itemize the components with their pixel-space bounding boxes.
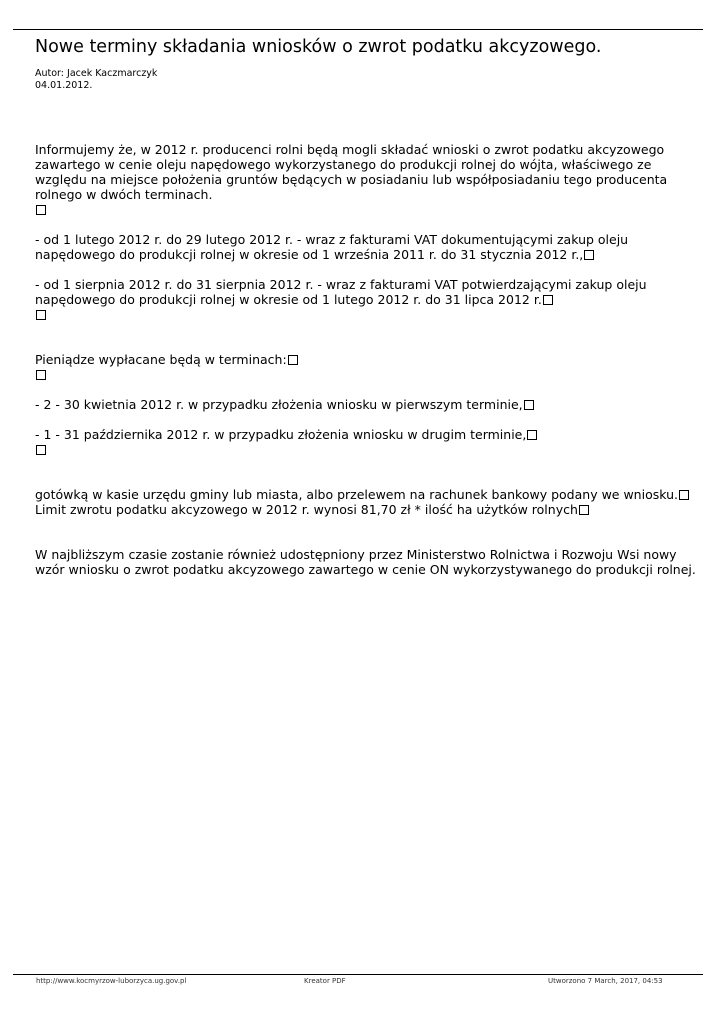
author-line: Autor: Jacek Kaczmarczyk (35, 68, 158, 79)
document-meta (35, 68, 157, 92)
intro-line-1: Informujemy że, w 2012 r. producenci rolni będą mogli składać wnioski o zwrot podatku akcyzowego (35, 142, 665, 157)
intro-line-2: zawartego w cenie oleju napędowego wykorzystanego do produkcji rolnej do wójta, właściwego ze (35, 157, 652, 172)
intro-line-4: rolnego w dwóch terminach. (35, 187, 213, 202)
article-body (35, 142, 700, 577)
missing-glyph-icon (579, 505, 589, 515)
document-title: Nowe terminy składania wniosków o zwrot podatku akcyzowego. (35, 37, 602, 57)
payout-intro: Pieniądze wypłacane będą w terminach: (35, 352, 700, 367)
missing-glyph-icon (543, 295, 553, 305)
intro-line-3: względu na miejsce położenia gruntów będących w posiadaniu lub współposiadaniu tego producenta (35, 172, 668, 187)
term2-line-1: - od 1 sierpnia 2012 r. do 31 sierpnia 2012 r. - wraz z fakturami VAT potwierdzającymi zakup oleju (35, 277, 647, 292)
payout-term-1: - 2 - 30 kwietnia 2012 r. w przypadku złożenia wniosku w pierwszym terminie, (35, 397, 700, 412)
refund-limit: Limit zwrotu podatku akcyzowego w 2012 r. wynosi 81,70 zł * ilość ha użytków rolnych (35, 502, 700, 517)
missing-glyph-icon (36, 445, 46, 455)
missing-glyph-icon (36, 370, 46, 380)
term2-line-2: napędowego do produkcji rolnej w okresie od 1 lutego 2012 r. do 31 lipca 2012 r. (35, 292, 700, 307)
footer-generator: Kreator PDF (304, 977, 346, 985)
term1-line-1: - od 1 lutego 2012 r. do 29 lutego 2012 r. - wraz z fakturami VAT dokumentującymi zakup oleju (35, 232, 629, 247)
missing-glyph-icon (679, 490, 689, 500)
payout-term-2: - 1 - 31 października 2012 r. w przypadku złożenia wniosku w drugim terminie, (35, 427, 700, 442)
missing-glyph-icon (524, 400, 534, 410)
footer-rule (13, 974, 703, 975)
closing-line-2: wzór wniosku o zwrot podatku akcyzowego zawartego w cenie ON wykorzystywanego do produkcji rolnej. (35, 562, 696, 577)
closing-line-1: W najbliższym czasie zostanie również udostępniony przez Ministerstwo Rolnictwa i Rozwoju Wsi nowy (35, 547, 677, 562)
header-rule (13, 29, 703, 30)
missing-glyph-icon (36, 205, 46, 215)
placeholder-box-line (35, 367, 700, 382)
missing-glyph-icon (527, 430, 537, 440)
payment-method: gotówką w kasie urzędu gminy lub miasta, albo przelewem na rachunek bankowy podany we wniosku. (35, 487, 700, 502)
date-line: 04.01.2012. (35, 80, 93, 91)
placeholder-box-line (35, 442, 700, 457)
placeholder-box-line (35, 307, 700, 322)
missing-glyph-icon (36, 310, 46, 320)
term1-line-2: napędowego do produkcji rolnej w okresie od 1 września 2011 r. do 31 stycznia 2012 r., (35, 247, 700, 262)
footer-url: http://www.kocmyrzow-luborzyca.ug.gov.pl (36, 977, 187, 985)
missing-glyph-icon (288, 355, 298, 365)
placeholder-box-line (35, 202, 700, 217)
missing-glyph-icon (584, 250, 594, 260)
footer-created: Utworzono 7 March, 2017, 04:53 (548, 977, 663, 985)
